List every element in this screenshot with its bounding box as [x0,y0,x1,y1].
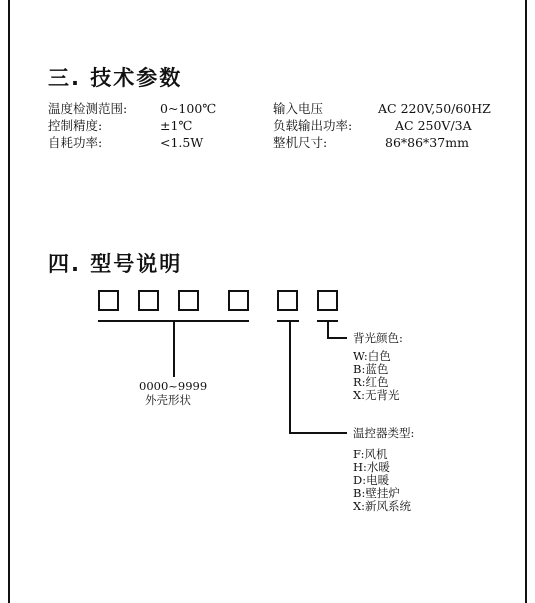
spec-value: AC 220V,50/60HZ [378,101,491,116]
spec-value: 0~100℃ [160,101,217,116]
code-box-4 [228,290,249,311]
shape-label: 外壳形状 [145,393,191,407]
code-box-1 [98,290,119,311]
code-box-5 [277,290,298,311]
backlight-connector-horizontal [327,337,347,339]
type-option: X:新风系统 [353,499,412,513]
type-title: 温控器类型: [353,426,415,440]
spec-label: 控制精度: [48,118,103,133]
right-border [525,0,527,603]
backlight-option: X:无背光 [353,388,400,402]
spec-value: AC 250V/3A [395,118,472,133]
section-3-title: 三. 技术参数 [48,66,183,90]
shape-connector-line [173,321,175,377]
code-box-2 [138,290,159,311]
backlight-title: 背光颜色: [353,331,403,345]
type-bracket-line [277,320,299,322]
spec-value: <1.5W [160,135,204,150]
code-box-6 [317,290,338,311]
backlight-option: R:红色 [353,375,389,389]
left-border [8,0,10,603]
spec-label: 自耗功率: [48,135,103,150]
spec-label: 负载输出功率: [273,118,353,133]
type-option: B:壁挂炉 [353,486,400,500]
type-connector-vertical [289,321,291,433]
shape-code: 0000~9999 [139,379,208,393]
backlight-option: W:白色 [353,349,391,363]
code-box-3 [178,290,199,311]
type-option: H:水暖 [353,460,390,474]
spec-label: 温度检测范围: [48,101,128,116]
section-4-title: 四. 型号说明 [48,252,183,276]
spec-label: 整机尺寸: [273,135,328,150]
spec-value: 86*86*37mm [385,135,469,150]
type-connector-horizontal [289,432,347,434]
backlight-option: B:蓝色 [353,362,389,376]
type-option: F:风机 [353,447,388,461]
spec-value: ±1℃ [160,118,193,133]
type-option: D:电暖 [353,473,390,487]
spec-label: 输入电压 [273,101,324,116]
backlight-connector-vertical [327,321,329,338]
